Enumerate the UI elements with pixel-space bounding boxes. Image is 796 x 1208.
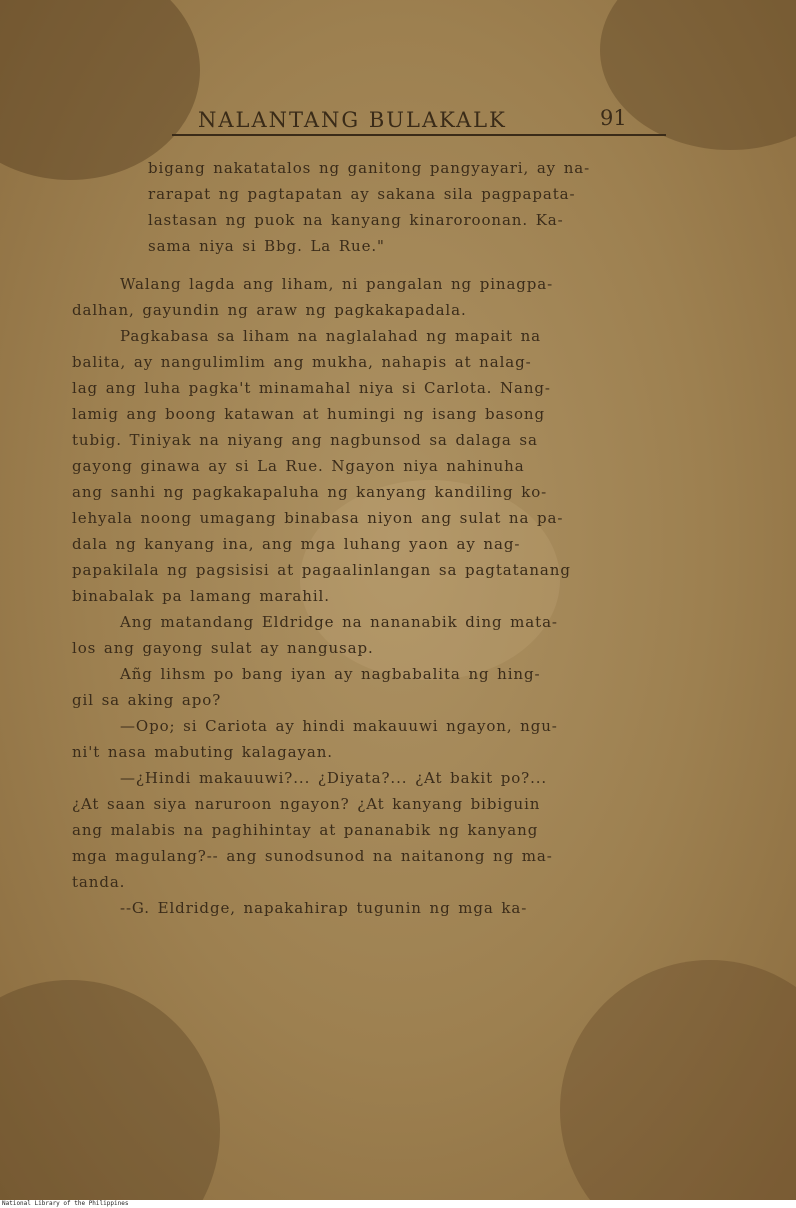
text-line: tubig. Tiniyak na niyang ang nagbunsod sa dalaga sa	[72, 431, 538, 449]
text-line: lag ang luha pagka't minamahal niya si Carlota. Nang-	[72, 379, 551, 397]
text-line: dala ng kanyang ina, ang mga luhang yaon ay nag-	[72, 535, 521, 553]
text-line: ni't nasa mabuting kalagayan.	[72, 743, 333, 761]
text-line: ang sanhi ng pagkakapaluha ng kanyang kandiling ko-	[72, 483, 548, 501]
text-line: papakilala ng pagsisisi at pagaalinlangan sa pagtatanang	[72, 561, 571, 579]
text-line: binabalak pa lamang marahil.	[72, 587, 330, 605]
text-line: mga magulang?-- ang sunodsunod na naitanong ng ma-	[72, 847, 553, 865]
page-number: 91	[600, 106, 627, 130]
text-line: rarapat ng pagtapatan ay sakana sila pagpapata-	[148, 185, 576, 203]
text-line: —¿Hindi makauuwi?... ¿Diyata?... ¿At bakit po?...	[120, 769, 548, 787]
text-line: ang malabis na paghihintay at pananabik ng kanyang	[72, 821, 539, 839]
header-rule	[172, 134, 666, 136]
page-title: NALANTANG BULAKALK	[198, 108, 507, 132]
text-line: sama niya si Bbg. La Rue."	[148, 237, 385, 255]
text-line: Ang matandang Eldridge na nananabik ding mata-	[120, 613, 558, 631]
text-line: Añg lihsm po bang iyan ay nagbabalita ng hing-	[120, 665, 541, 683]
paper-stain	[560, 960, 796, 1200]
text-line: ¿At saan siya naruroon ngayon? ¿At kanyang bibiguin	[72, 795, 541, 813]
text-line: lamig ang boong katawan at humingi ng isang basong	[72, 405, 545, 423]
text-line: Walang lagda ang liham, ni pangalan ng pinagpa-	[120, 275, 554, 293]
text-line: tanda.	[72, 873, 126, 891]
text-line: balita, ay nangulimlim ang mukha, nahapis at nalag-	[72, 353, 532, 371]
paper-stain	[0, 980, 220, 1200]
text-line: --G. Eldridge, napakahirap tugunin ng mga ka-	[120, 899, 528, 917]
paper-stain	[600, 0, 796, 150]
text-line: lehyala noong umagang binabasa niyon ang sulat na pa-	[72, 509, 564, 527]
text-line: Pagkabasa sa liham na naglalahad ng mapait na	[120, 327, 542, 345]
text-line: dalhan, gayundin ng araw ng pagkakapadala.	[72, 301, 467, 319]
page-body	[72, 155, 672, 921]
paragraph-gap	[72, 259, 672, 271]
text-line: los ang gayong sulat ay nangusap.	[72, 639, 374, 657]
text-line: gayong ginawa ay si La Rue. Ngayon niya nahinuha	[72, 457, 525, 475]
text-line: —Opo; si Cariota ay hindi makauuwi ngayon, ngu-	[120, 717, 558, 735]
text-line: gil sa aking apo?	[72, 691, 222, 709]
text-line: lastasan ng puok na kanyang kinaroroonan. Ka-	[148, 211, 564, 229]
footer-credit: National Library of the Philippines	[2, 1200, 129, 1207]
text-line: bigang nakatatalos ng ganitong pangyayari, ay na-	[148, 159, 591, 177]
paper-stain	[0, 0, 200, 180]
